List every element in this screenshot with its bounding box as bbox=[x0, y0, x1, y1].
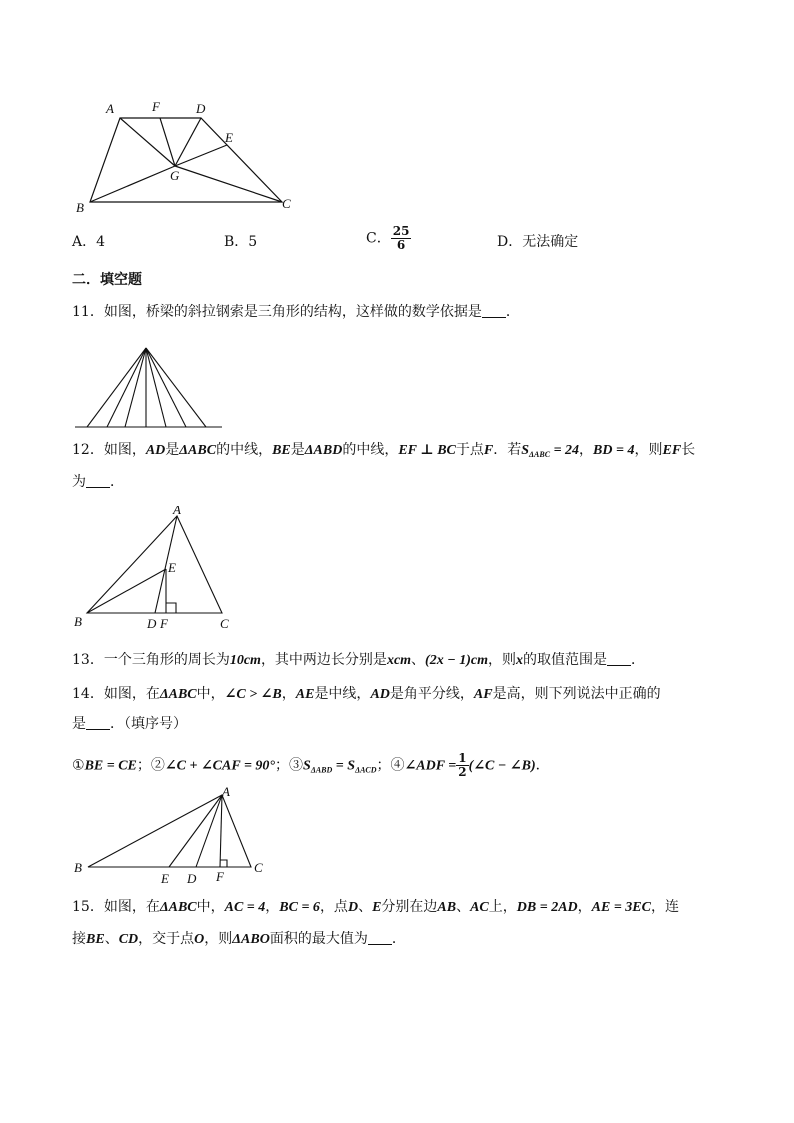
q-text: 的中线， bbox=[342, 442, 399, 458]
q-text: 面积的最大值为 bbox=[269, 931, 368, 947]
fraction bbox=[391, 225, 412, 252]
option-c-label: C． bbox=[366, 230, 391, 247]
q-number: 14． bbox=[72, 686, 104, 702]
label-B: B bbox=[74, 860, 82, 875]
numerator: 1 bbox=[458, 751, 467, 765]
q-text: ， bbox=[579, 442, 594, 458]
math-perimeter: 10cm bbox=[229, 653, 261, 668]
q-text: 于点 bbox=[455, 442, 484, 458]
q10-option-d: D．无法确定 bbox=[497, 234, 579, 250]
label-C: C bbox=[282, 196, 291, 211]
q-number: 15． bbox=[72, 899, 104, 915]
question-13 bbox=[72, 650, 645, 671]
option-mark: ；② bbox=[136, 757, 165, 774]
math-F: F bbox=[483, 443, 494, 458]
math-BC: BC = 6 bbox=[279, 900, 320, 915]
math-area-value: = 24 bbox=[550, 443, 580, 458]
q-text: ．（填序号） bbox=[110, 716, 187, 732]
question-12-line2 bbox=[72, 472, 124, 492]
q12-figure bbox=[70, 506, 240, 636]
q-text: ， bbox=[281, 686, 296, 702]
math-EF: EF bbox=[662, 443, 682, 458]
q-number: 13． bbox=[72, 652, 104, 668]
option-3-area: S bbox=[347, 758, 356, 774]
math-side2: (2x − 1)cm bbox=[425, 653, 488, 668]
label-E: E bbox=[168, 560, 176, 575]
q-text: ，点 bbox=[319, 899, 348, 915]
answer-blank[interactable] bbox=[368, 930, 392, 945]
math-triangle: ΔABC bbox=[159, 687, 197, 702]
math-subscript: ΔABD bbox=[310, 765, 333, 775]
q-text: ，则 bbox=[487, 652, 516, 668]
label-D: D bbox=[187, 871, 197, 886]
q-end: ． bbox=[391, 931, 406, 947]
math-triangle: ΔABD bbox=[304, 443, 343, 458]
denominator: 2 bbox=[458, 765, 467, 779]
math-triangle: ΔABC bbox=[159, 900, 197, 915]
label-D: D bbox=[196, 101, 206, 116]
option-1: BE = CE bbox=[84, 758, 137, 774]
math-area: S bbox=[521, 443, 530, 458]
q-text: ，交于点 bbox=[138, 931, 195, 947]
math-subscript: ΔABC bbox=[529, 450, 551, 459]
q-text: ，其中两边长分别是 bbox=[260, 652, 387, 668]
q-number: 12． bbox=[72, 442, 104, 458]
label-B: B bbox=[76, 200, 84, 215]
math-BE: BE bbox=[272, 443, 291, 458]
answer-blank[interactable] bbox=[482, 303, 506, 318]
q-text: 上， bbox=[488, 899, 517, 915]
math-AE: AE bbox=[295, 687, 315, 702]
math-DB: DB = 2AD bbox=[516, 900, 578, 915]
math-subscript: ΔACD bbox=[355, 765, 377, 775]
math-O: O bbox=[194, 932, 205, 947]
q-text: 是 bbox=[165, 442, 180, 458]
math-AB: AB bbox=[437, 900, 457, 915]
q-text: 是角平分线， bbox=[389, 686, 474, 702]
option-3-area: S bbox=[303, 758, 311, 774]
math-AD: AD bbox=[145, 443, 166, 458]
label-F: F bbox=[160, 616, 168, 631]
q-text: 的中线， bbox=[216, 442, 273, 458]
q-text: 的取值范围是 bbox=[522, 652, 607, 668]
option-mark: ① bbox=[72, 757, 85, 774]
q10-option-a: A．4 bbox=[72, 234, 106, 250]
q-number: 11． bbox=[72, 304, 104, 320]
q-text: 、 bbox=[104, 931, 119, 947]
math-AC: AC bbox=[470, 900, 489, 915]
option-mark: ；④ bbox=[376, 757, 405, 774]
q-end: ． bbox=[535, 757, 550, 774]
label-E: E bbox=[161, 871, 169, 886]
question-14-options bbox=[72, 752, 550, 781]
question-15-line2 bbox=[72, 929, 406, 950]
option-4-left: ∠ADF = bbox=[404, 758, 457, 774]
math-AC: AC = 4 bbox=[224, 900, 266, 915]
q-text: 是 bbox=[290, 442, 305, 458]
q-text: 如图，在 bbox=[103, 899, 160, 915]
math-triangle: ΔABO bbox=[232, 932, 270, 947]
math-D: D bbox=[347, 900, 359, 915]
math-AF: AF bbox=[473, 687, 493, 702]
math-CD: CD bbox=[118, 932, 139, 947]
q-text: 如图，在 bbox=[103, 686, 160, 702]
label-C: C bbox=[254, 860, 263, 875]
math-E: E bbox=[372, 900, 382, 915]
math-side1: xcm bbox=[386, 653, 412, 668]
option-4-right: (∠C − ∠B) bbox=[468, 758, 536, 774]
q-end: ． bbox=[630, 652, 645, 668]
q-text: ， bbox=[577, 899, 592, 915]
q-text: 如图， bbox=[103, 442, 146, 458]
q-text: 是中线， bbox=[314, 686, 371, 702]
math-perp: EF ⊥ BC bbox=[398, 443, 456, 458]
section-heading: 二．填空题 bbox=[72, 272, 142, 288]
q-text: 是高，则下列说法中正确的 bbox=[492, 686, 661, 702]
math-BD: BD = 4 bbox=[593, 443, 635, 458]
label-C: C bbox=[220, 616, 229, 631]
q-text: 中， bbox=[196, 899, 225, 915]
option-mark: ；③ bbox=[275, 757, 304, 774]
answer-blank[interactable] bbox=[607, 651, 631, 666]
fraction bbox=[456, 752, 468, 779]
answer-blank[interactable] bbox=[86, 715, 110, 730]
label-F: F bbox=[216, 869, 224, 884]
question-12 bbox=[72, 440, 695, 465]
question-15 bbox=[72, 897, 679, 918]
q-text: ．若 bbox=[493, 442, 522, 458]
math-equals: = bbox=[332, 758, 348, 774]
label-F: F bbox=[152, 99, 160, 114]
q-text: 、 bbox=[456, 899, 471, 915]
math-BE: BE bbox=[86, 932, 105, 947]
option-2: ∠C + ∠CAF = 90° bbox=[164, 758, 276, 774]
answer-blank[interactable] bbox=[86, 473, 110, 488]
label-D: D bbox=[147, 616, 157, 631]
q14-figure bbox=[70, 782, 280, 887]
q10-option-b: B．5 bbox=[224, 234, 258, 250]
q-text: 为 bbox=[72, 474, 86, 490]
q10-figure bbox=[70, 98, 310, 218]
math-AD: AD bbox=[370, 687, 390, 702]
question-11 bbox=[72, 302, 520, 322]
q-text: 中， bbox=[196, 686, 225, 702]
label-G: G bbox=[170, 168, 180, 183]
math-AE: AE = 3EC bbox=[591, 900, 651, 915]
label-B: B bbox=[74, 614, 82, 629]
label-A: A bbox=[222, 784, 230, 799]
q-text: 如图，桥梁的斜拉钢索是三角形的结构，这样做的数学依据是 bbox=[103, 304, 482, 320]
q-text: 、 bbox=[411, 652, 426, 668]
question-14-line2 bbox=[72, 714, 187, 734]
q10-option-c bbox=[366, 225, 411, 252]
q-text: ，连 bbox=[651, 899, 679, 915]
q-text: 长 bbox=[681, 442, 696, 458]
q-text: ，则 bbox=[634, 442, 663, 458]
q-text: 接 bbox=[72, 931, 86, 947]
math-triangle: ΔABC bbox=[179, 443, 217, 458]
q-text: 是 bbox=[72, 716, 86, 732]
q-end: ． bbox=[110, 474, 124, 490]
q-text: 分别在边 bbox=[381, 899, 438, 915]
label-A: A bbox=[106, 101, 114, 116]
denominator: 6 bbox=[396, 238, 406, 252]
question-14 bbox=[72, 684, 661, 705]
math-x: x bbox=[515, 653, 523, 668]
q-text: ， bbox=[265, 899, 280, 915]
label-A: A bbox=[173, 506, 181, 517]
q-end: ． bbox=[505, 304, 520, 320]
math-condition: ∠C > ∠B bbox=[224, 687, 282, 702]
q-text: 、 bbox=[358, 899, 373, 915]
label-E: E bbox=[225, 130, 233, 145]
q11-bridge-figure bbox=[70, 342, 230, 432]
q-text: 一个三角形的周长为 bbox=[103, 652, 230, 668]
numerator: 25 bbox=[392, 224, 410, 238]
q-text: ，则 bbox=[204, 931, 233, 947]
